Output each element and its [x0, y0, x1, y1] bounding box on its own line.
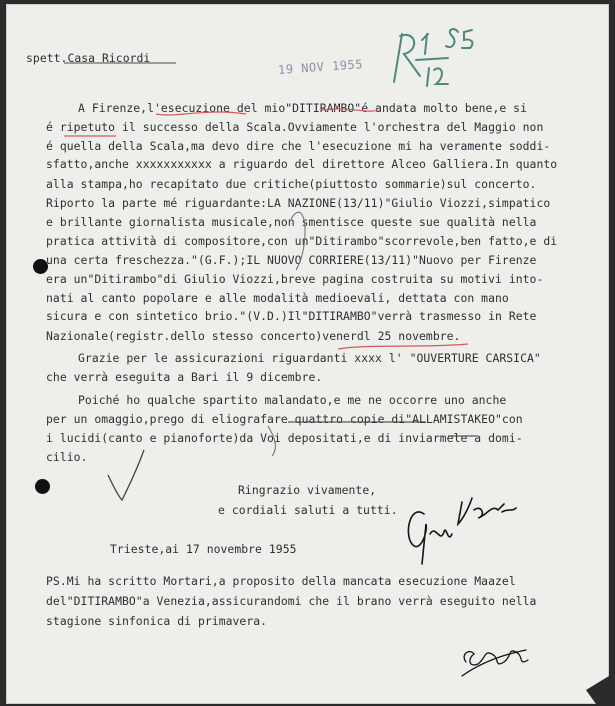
- postscript-line: PS.Mi ha scritto Mortari,a proposito della mancata esecuzione Maazel: [46, 574, 516, 588]
- closing-line-2: e cordiali saluti a tutti.: [218, 503, 398, 517]
- handwritten-annotations: [6, 4, 609, 704]
- body-line: Grazie per le assicurazioni riguardanti xxxx l' "OUVERTURE CARSICA": [78, 351, 541, 365]
- letter-page: [6, 4, 609, 704]
- initials: [462, 650, 528, 676]
- body-line: e brillante giornalista musicale,non smentisce queste sue qualità nella: [46, 215, 537, 229]
- body-line: Poiché ho qualche spartito malandato,e me ne occorre uno anche: [78, 393, 507, 407]
- closing-line-1: Ringrazio vivamente,: [238, 483, 377, 497]
- body-line: sicura e con sintetico brio."(V.D.)Il"DITIRAMBO"verrà trasmesso in Rete: [46, 309, 537, 323]
- body-line: una certa freschezza."(G.F.);IL NUOVO CORRIERE(13/11)"Nuovo per Firenze: [46, 253, 537, 267]
- body-line: era un"Ditirambo"di Giulio Viozzi,breve pagina costruita su motivi into-: [46, 272, 544, 286]
- postscript-line: del"DITIRAMBO"a Venezia,assicurandomi che il brano verrà eseguito nella: [46, 594, 537, 608]
- body-line: che verrà eseguita a Bari il 9 dicembre.: [46, 370, 323, 384]
- body-line: per un omaggio,prego di eliografare quattro copie di"ALLAMISTAKEO"con: [46, 412, 523, 426]
- body-line: i lucidi(canto e pianoforte)da Voi depositati,e di inviarmele a domi-: [46, 431, 523, 445]
- body-line: alla stampa,ho recapitato due critiche(piuttosto sommarie)sul concerto.: [46, 177, 537, 191]
- body-line: cilio.: [46, 450, 88, 464]
- body-line: A Firenze,l'esecuzione del mio"DITIRAMBO"é andata molto bene,e si: [78, 101, 528, 115]
- body-line: sfatto,anche xxxxxxxxxxx a riguardo del direttore Alceo Galliera.In quanto: [46, 157, 558, 171]
- postscript-line: stagione sinfonica di primavera.: [46, 614, 268, 628]
- body-line: nati al canto popolare e alle modalità medioevali, dettata con mano: [46, 291, 509, 305]
- check-mark: [108, 450, 144, 500]
- addressee-line: spett.Casa Ricordi: [26, 51, 151, 65]
- archive-mark: [394, 29, 472, 86]
- body-line: pratica attività di compositore,con un"Ditirambo"scorrevole,ben fatto,e di: [46, 234, 558, 248]
- body-line: Riporto la parte mé riguardante:LA NAZIONE(13/11)"Giulio Viozzi,simpatico: [46, 196, 551, 210]
- body-line: Nazionale(registr.dello stesso concerto)venerdl 25 novembre.: [46, 329, 461, 343]
- signature: [408, 498, 516, 564]
- place-date: Trieste,ai 17 novembre 1955: [110, 542, 297, 556]
- body-line: é ripetuto il successo della Scala.Ovviamente l'orchestra del Maggio non: [46, 120, 544, 134]
- body-line: é quella della Scala,ma devo dire che l'esecuzione mi ha veramente soddi-: [46, 139, 551, 153]
- date-stamp: 19 NOV 1955: [277, 57, 364, 77]
